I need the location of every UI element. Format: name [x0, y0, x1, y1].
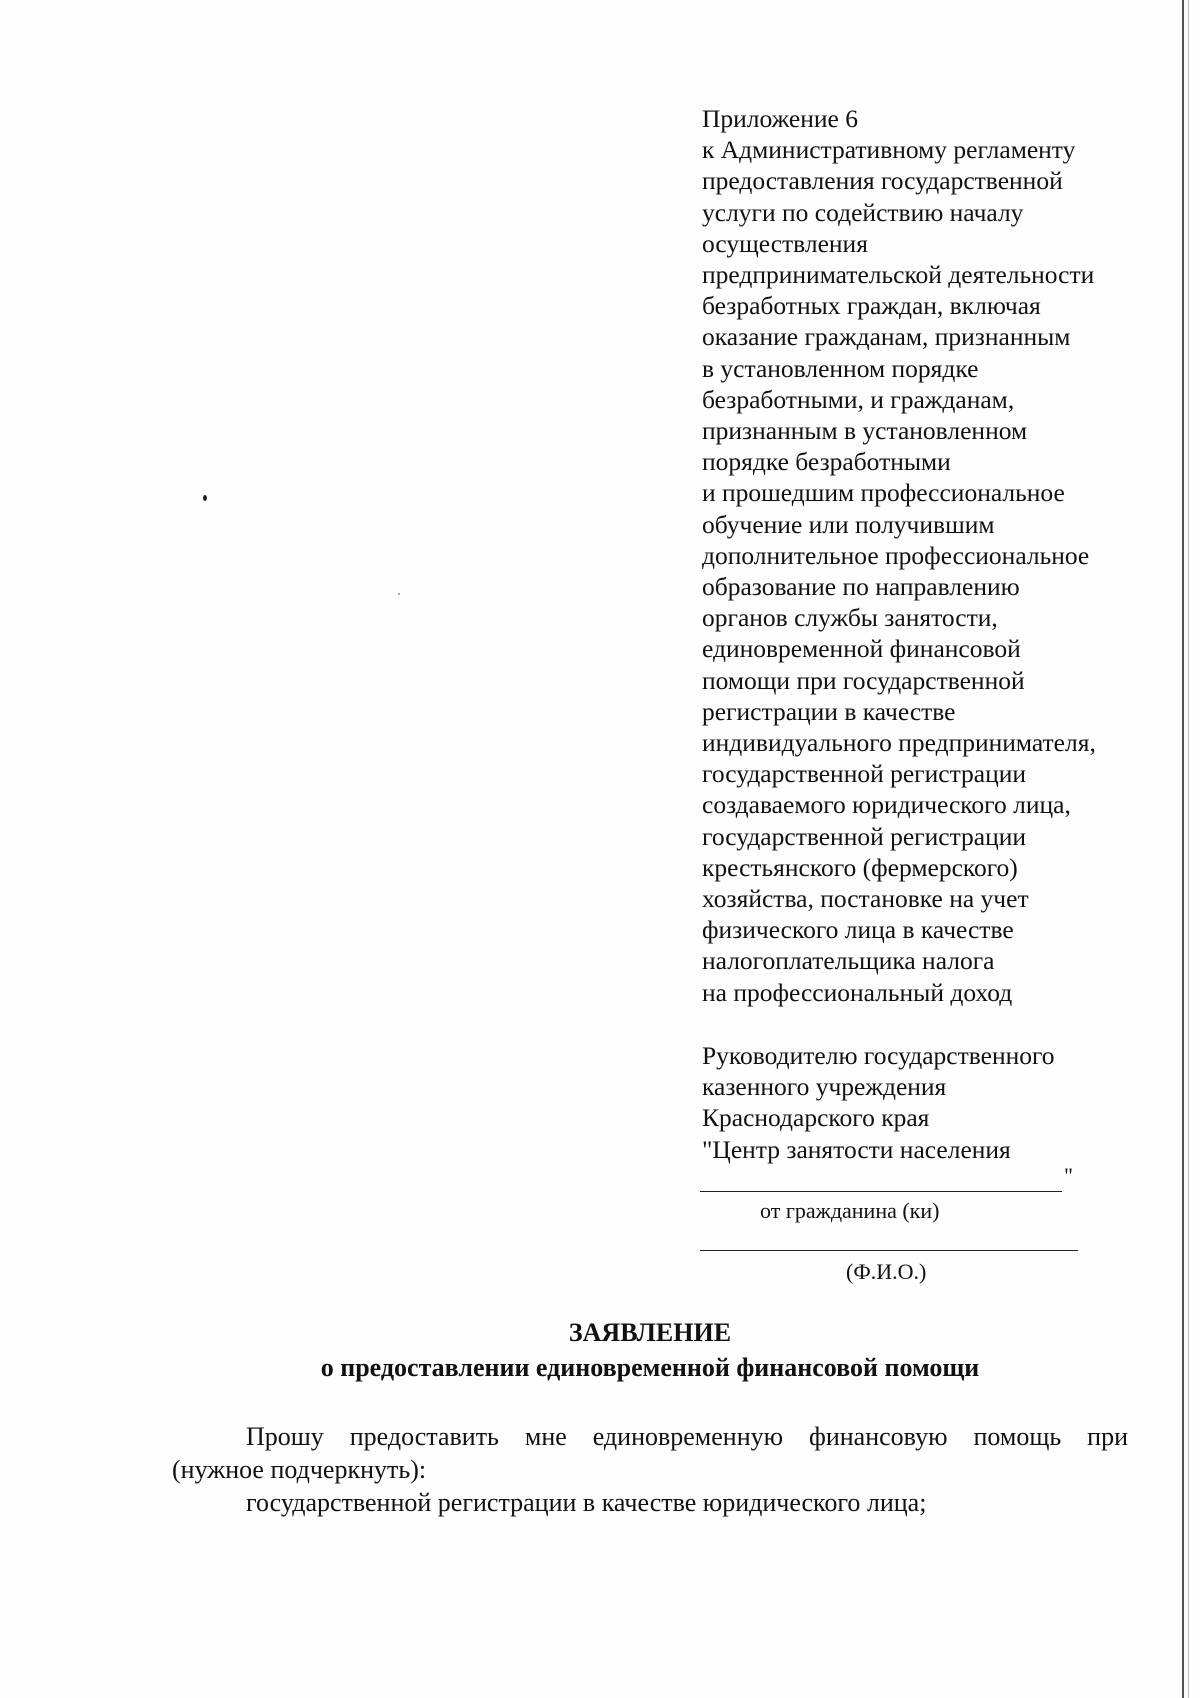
- appendix-line: дополнительное профессиональное: [702, 540, 1090, 570]
- appendix-line: индивидуального предпринимателя,: [702, 728, 1096, 758]
- recipient-line: Краснодарского края: [702, 1103, 930, 1133]
- appendix-line: образование по направлению: [702, 572, 1020, 602]
- appendix-line: Приложение 6: [702, 104, 858, 133]
- scan-speck: [203, 495, 207, 501]
- appendix-line: единовременной финансовой: [702, 634, 1021, 664]
- appendix-line: безработных граждан, включая: [702, 291, 1041, 321]
- recipient-line: Руководителю государственного: [702, 1041, 1055, 1070]
- appendix-line: оказание гражданам, признанным: [702, 322, 1071, 352]
- appendix-line: к Административному регламенту: [702, 135, 1076, 165]
- appendix-line: обучение или получившим: [702, 509, 995, 539]
- appendix-line: предпринимательской деятельности: [702, 260, 1095, 290]
- recipient-block: [702, 1040, 1162, 1165]
- appendix-line: порядке безработными: [702, 447, 951, 477]
- appendix-line: хозяйства, постановке на учет: [702, 884, 1029, 914]
- closing-quote: ": [1064, 1163, 1073, 1188]
- fio-blank-line: [700, 1250, 1078, 1251]
- appendix-line: и прошедшим профессиональное: [702, 478, 1065, 508]
- request-paragraph-continuation: (нужное подчеркнуть):: [172, 1455, 427, 1484]
- appendix-block: [702, 103, 1162, 1008]
- center-name-blank-line: [700, 1191, 1062, 1192]
- appendix-line: государственной регистрации: [702, 759, 1027, 789]
- recipient-line: "Центр занятости населения: [702, 1134, 1011, 1164]
- application-body: [172, 1420, 1128, 1519]
- option-legal-entity[interactable]: государственной регистрации в качестве юридического лица;: [246, 1488, 927, 1517]
- appendix-line: органов службы занятости,: [702, 603, 998, 633]
- appendix-line: крестьянского (фермерского): [702, 852, 1018, 882]
- appendix-line: налогоплательщика налога: [702, 946, 995, 976]
- document-title: ЗАЯВЛЕНИЕ: [568, 1318, 732, 1347]
- appendix-line: признанным в установленном: [702, 416, 1028, 446]
- recipient-line: казенного учреждения: [702, 1072, 947, 1102]
- appendix-line: предоставления государственной: [702, 166, 1063, 196]
- appendix-line: государственной регистрации: [702, 821, 1027, 851]
- appendix-line: безработными, и гражданам,: [702, 384, 1015, 414]
- scan-speck: [398, 593, 400, 595]
- document-subtitle: о предоставлении единовременной финансовой помощи: [320, 1353, 980, 1382]
- request-paragraph: Прошу предоставить мне единовременную финансовую помощь при: [246, 1422, 1128, 1451]
- appendix-line: услуги по содействию началу: [702, 197, 1024, 227]
- appendix-line: осуществления: [702, 228, 868, 258]
- appendix-line: регистрации в качестве: [702, 696, 956, 726]
- appendix-line: на профессиональный доход: [702, 977, 1013, 1007]
- appendix-line: помощи при государственной: [702, 665, 1025, 695]
- scan-edge-line: [1182, 0, 1184, 1698]
- appendix-line: физического лица в качестве: [702, 915, 1014, 945]
- scan-edge-line-secondary: [1188, 0, 1189, 1698]
- appendix-line: создаваемого юридического лица,: [702, 790, 1071, 820]
- from-citizen-caption: от гражданина (ки): [760, 1198, 940, 1223]
- fio-caption: (Ф.И.О.): [846, 1259, 927, 1284]
- appendix-line: в установленном порядке: [702, 353, 979, 383]
